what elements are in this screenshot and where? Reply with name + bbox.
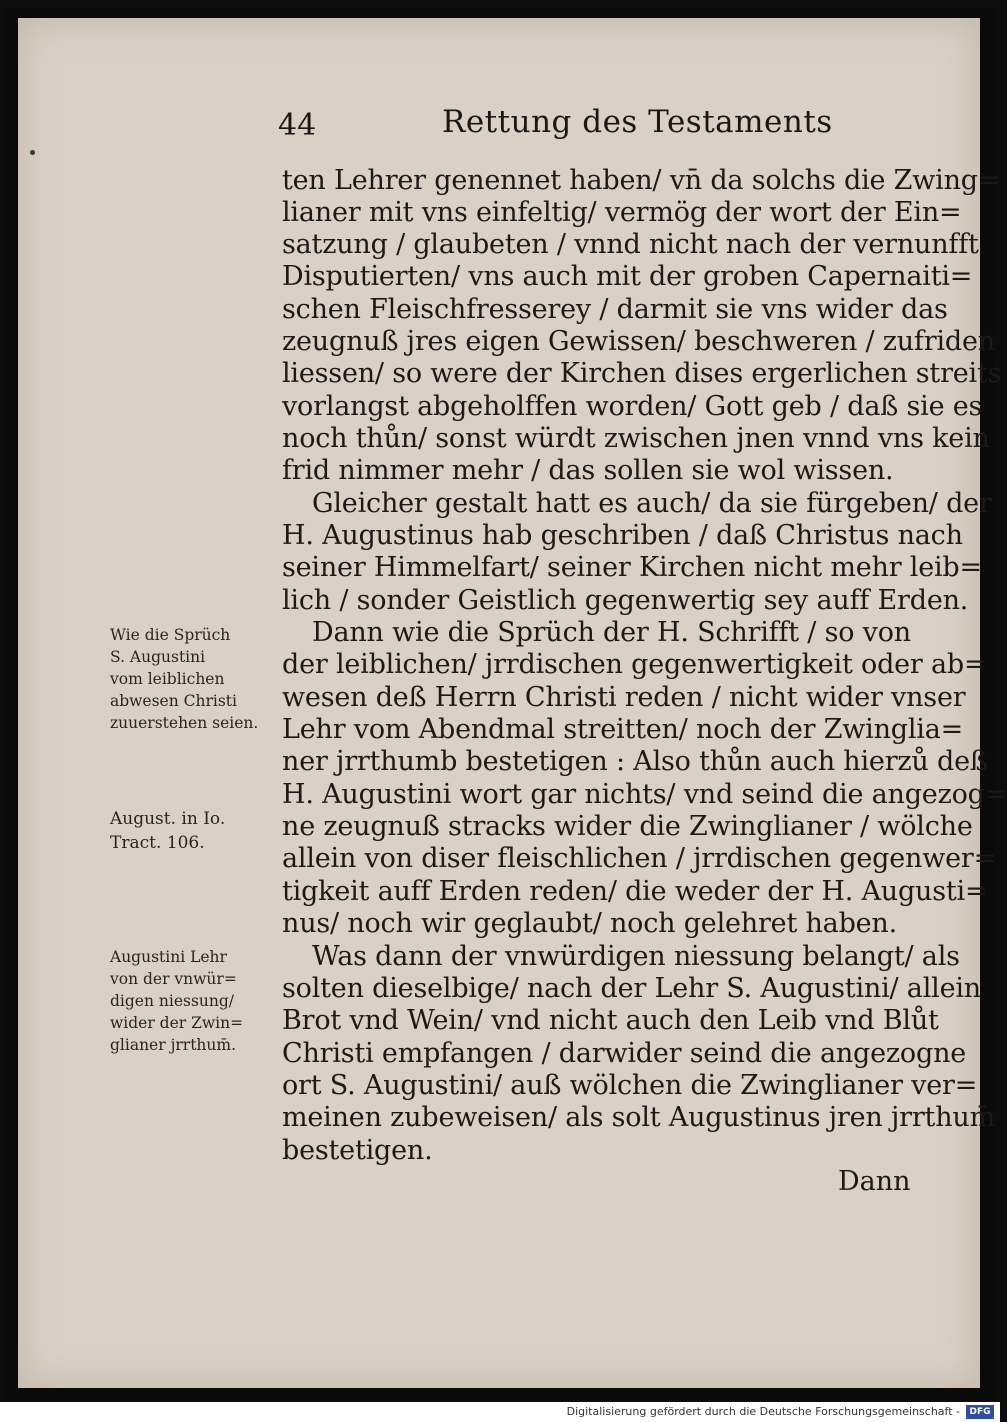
margin-note-line: von der vnwür= <box>110 970 237 988</box>
catchword: Dann <box>838 1166 911 1197</box>
text-line: Was dann der vnwürdigen niessung belangt/ als <box>312 941 960 972</box>
margin-note-line: abwesen Christi <box>110 692 237 710</box>
text-line: ne zeugnuß stracks wider die Zwinglianer / wölche <box>282 811 973 842</box>
text-line: satzung / glaubeten / vnnd nicht nach der vernunfft <box>282 229 979 260</box>
text-line: ort S. Augustini/ auß wölchen die Zwinglianer ver= <box>282 1070 978 1101</box>
text-line: Christi empfangen / darwider seind die angezogne <box>282 1038 967 1069</box>
text-line: Brot vnd Wein/ vnd nicht auch den Leib vnd Blůt <box>282 1005 939 1036</box>
text-line: tigkeit auff Erden reden/ die weder der H. Augusti= <box>282 876 988 907</box>
text-line: noch thůn/ sonst würdt zwischen jnen vnnd vns kein <box>282 423 990 454</box>
text-line: nus/ noch wir geglaubt/ noch gelehret haben. <box>282 908 898 939</box>
text-line: ner jrrthumb bestetigen : Also thůn auch hierzů deß <box>282 746 988 777</box>
text-line: Gleicher gestalt hatt es auch/ da sie fürgeben/ der <box>312 488 992 519</box>
text-line: zeugnuß jres eigen Gewissen/ beschweren / zufriden <box>282 326 995 357</box>
dfg-logo-icon: DFG <box>966 1405 994 1419</box>
text-line: Disputierten/ vns auch mit der groben Capernaiti= <box>282 261 973 292</box>
margin-note-line: Wie die Sprüch <box>110 626 231 644</box>
text-line: der leiblichen/ jrrdischen gegenwertigkeit oder ab= <box>282 649 987 680</box>
margin-note-line: vom leiblichen <box>110 670 225 688</box>
text-line: bestetigen. <box>282 1135 433 1166</box>
text-line: seiner Himmelfart/ seiner Kirchen nicht mehr leib= <box>282 552 982 583</box>
margin-note-line: wider der Zwin= <box>110 1014 244 1032</box>
text-line: Dann wie die Sprüch der H. Schrifft / so von <box>312 617 911 648</box>
page-hole-mark <box>30 150 35 155</box>
margin-note-line: glianer jrrthum̄. <box>110 1036 237 1054</box>
footer-bar <box>0 1402 1000 1422</box>
running-title: Rettung des Testaments <box>442 104 833 140</box>
footer-credit: Digitalisierung gefördert durch die Deutsche Forschungsgemeinschaft - <box>566 1405 960 1418</box>
text-line: frid nimmer mehr / das sollen sie wol wissen. <box>282 455 894 486</box>
text-line: liessen/ so were der Kirchen dises ergerlichen streits <box>282 358 1002 389</box>
text-line: H. Augustini wort gar nichts/ vnd seind die angezog= <box>282 779 1007 810</box>
text-line: meinen zubeweisen/ als solt Augustinus jren jrrthum̄ <box>282 1102 995 1133</box>
text-line: ten Lehrer genennet haben/ vn̄ da solchs die Zwing= <box>282 165 1001 196</box>
text-line: wesen deß Herrn Christi reden / nicht wider vnser <box>282 682 966 713</box>
text-line: vorlangst abgeholffen worden/ Gott geb / daß sie es <box>282 391 983 422</box>
text-line: schen Fleischfresserey / darmit sie vns wider das <box>282 294 948 325</box>
text-line: allein von diser fleischlichen / jrrdischen gegenwer= <box>282 843 997 874</box>
text-line: lich / sonder Geistlich gegenwertig sey auff Erden. <box>282 585 969 616</box>
text-line: solten dieselbige/ nach der Lehr S. Augustini/ allein <box>282 973 981 1004</box>
margin-note-line: Tract. 106. <box>110 833 205 853</box>
margin-note-line: digen niessung/ <box>110 992 235 1010</box>
text-line: lianer mit vns einfeltig/ vermög der wort der Ein= <box>282 197 962 228</box>
margin-note-line: Augustini Lehr <box>110 948 227 966</box>
text-line: H. Augustinus hab geschriben / daß Christus nach <box>282 520 963 551</box>
margin-note-line: S. Augustini <box>110 648 206 666</box>
page-number: 44 <box>278 108 317 143</box>
text-line: Lehr vom Abendmal streitten/ noch der Zwinglia= <box>282 714 964 745</box>
margin-note-line: zuuerstehen seien. <box>110 714 259 732</box>
margin-note-line: August. in Io. <box>110 809 226 829</box>
